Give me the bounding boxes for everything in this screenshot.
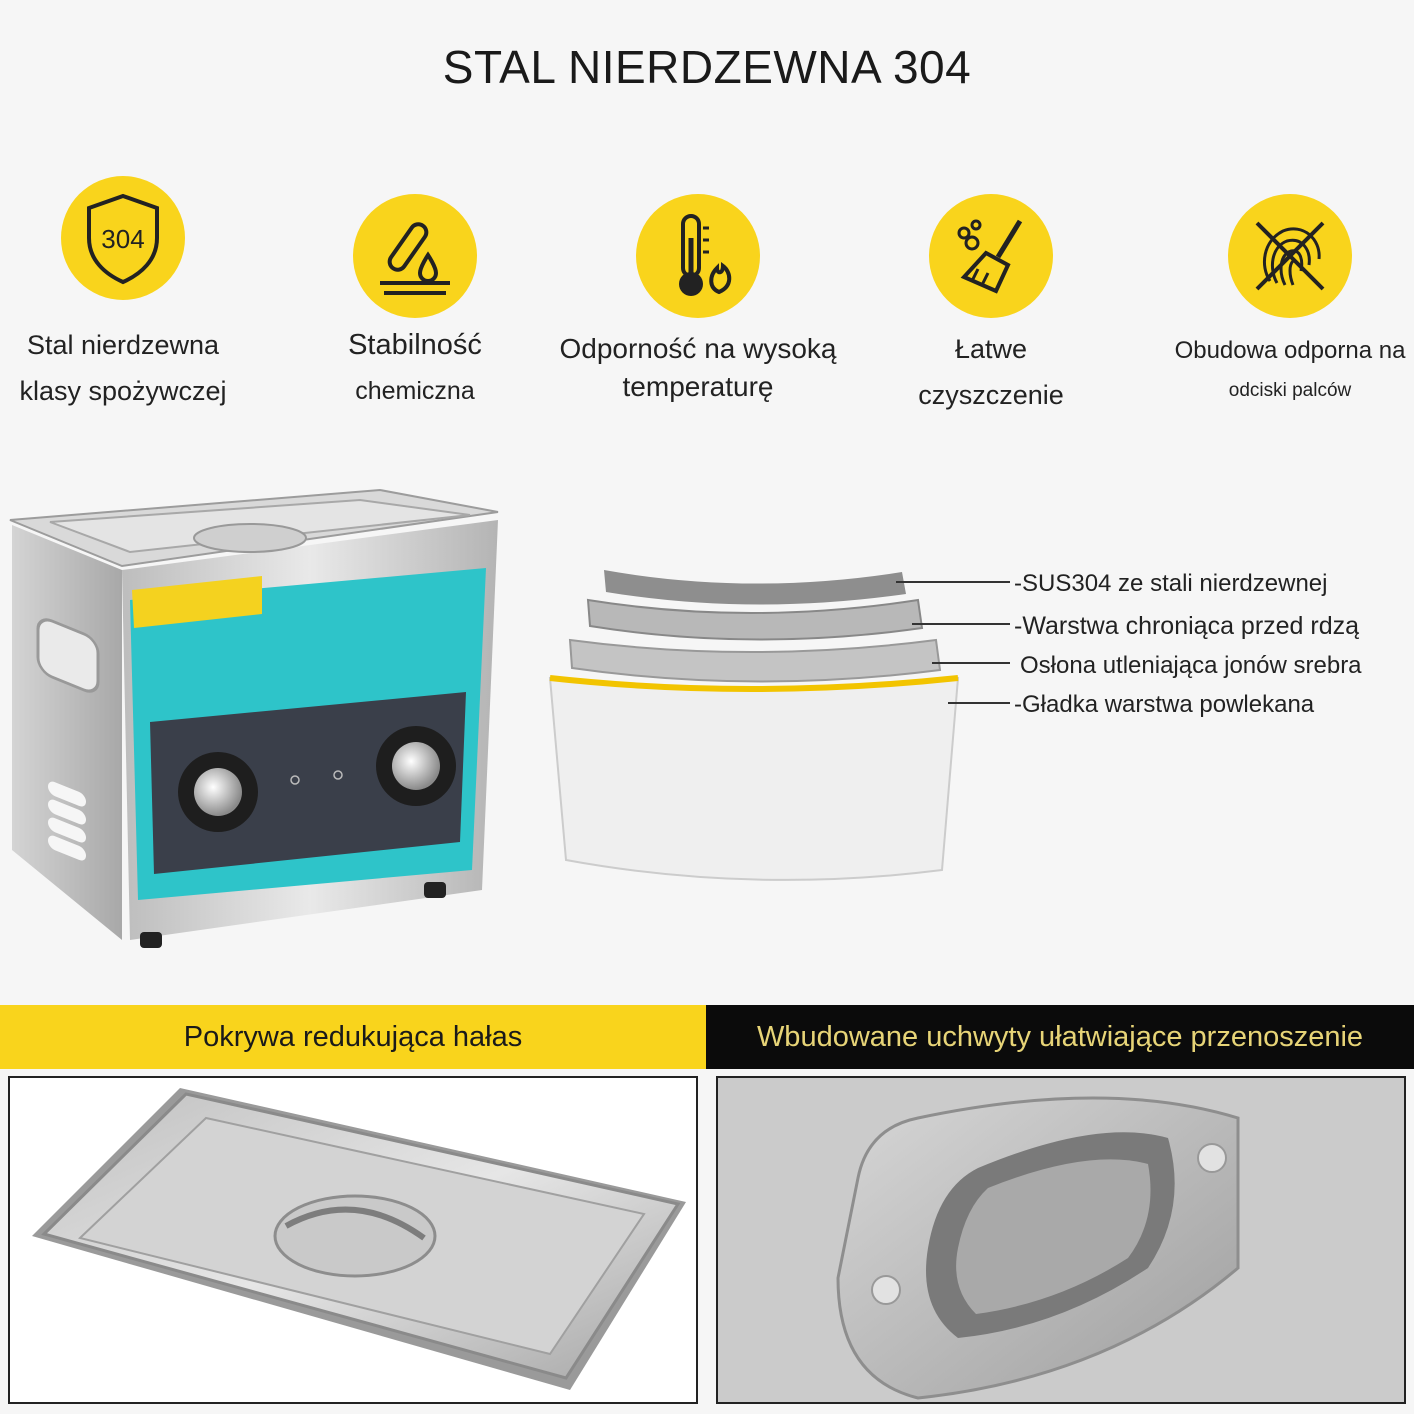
feature-line1: Odporność na wysoką xyxy=(559,333,837,364)
broom-bubbles-icon xyxy=(946,211,1036,301)
handle-illustration xyxy=(718,1078,1406,1404)
feature-line1: Stal nierdzewna xyxy=(26,330,220,360)
lid-illustration xyxy=(10,1078,698,1404)
shield-badge-text: 304 xyxy=(101,224,145,254)
feature-food-grade-steel xyxy=(0,176,263,408)
feature-line2: klasy spożywczej xyxy=(19,376,227,406)
feature-line2: chemiczna xyxy=(355,377,475,405)
test-tube-drop-icon xyxy=(370,211,460,301)
feature-easy-cleaning xyxy=(851,194,1131,412)
feature-line2: temperaturę xyxy=(622,371,774,402)
feature-icon-circle xyxy=(353,194,477,318)
feature-icon-circle xyxy=(61,176,185,300)
banner-noise-reducing-lid: Pokrywa redukująca hałas xyxy=(0,1005,706,1069)
layer-label-smooth-coating: -Gładka warstwa powlekana xyxy=(1014,691,1315,718)
lid-photo xyxy=(8,1076,698,1404)
feature-line1: Obudowa odporna na xyxy=(1174,337,1406,364)
no-fingerprint-icon xyxy=(1245,211,1335,301)
banner-built-in-handles: Wbudowane uchwyty ułatwiające przenoszenie xyxy=(706,1005,1414,1069)
steel-layers-diagram xyxy=(540,560,1020,890)
shield-304-icon xyxy=(81,190,165,286)
feature-line1: Stabilność xyxy=(348,329,482,361)
feature-icon-circle xyxy=(1228,194,1352,318)
layer-label-silver-ion: Osłona utleniająca jonów srebra xyxy=(1020,652,1362,679)
feature-chemical-stability xyxy=(275,194,555,408)
feature-line2: czyszczenie xyxy=(918,380,1064,410)
ultrasonic-cleaner-image xyxy=(0,470,520,960)
layer-label-sus304: -SUS304 ze stali nierdzewnej xyxy=(1014,570,1328,597)
page-title: STAL NIERDZEWNA 304 xyxy=(442,41,972,93)
handle-photo xyxy=(716,1076,1406,1404)
feature-icon-circle xyxy=(929,194,1053,318)
layer-label-rust-protection: -Warstwa chroniąca przed rdzą xyxy=(1014,612,1360,640)
feature-line1: Łatwe xyxy=(954,334,1028,364)
feature-line2: odciski palców xyxy=(1228,380,1352,401)
feature-icon-circle xyxy=(636,194,760,318)
feature-fingerprint-resistant xyxy=(1140,194,1414,408)
feature-heat-resistance xyxy=(558,194,838,404)
thermometer-flame-icon xyxy=(653,208,743,304)
